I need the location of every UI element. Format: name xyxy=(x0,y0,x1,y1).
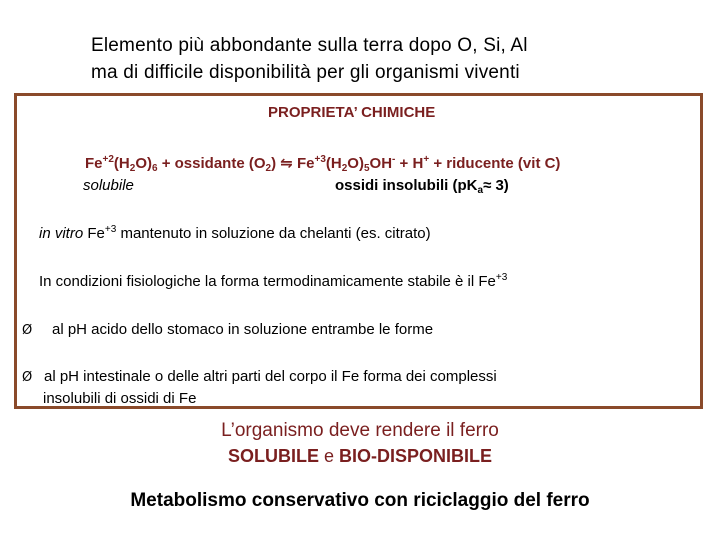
equilibrium-arrow-icon: ⇋ xyxy=(280,155,293,172)
redox-equation: $Fe^{+2}(H_2O)_6$ + ossidante $(O_2)$ ⇋ $Fe^{+3}(H_2O)_5OH^- + H^+$ + riducente (vit C) xyxy=(85,154,561,174)
bullet-item-intestine-continued: insolubili di ossidi di Fe xyxy=(43,390,197,407)
title-line-2: ma di difficile disponibilità per gli organismi viventi xyxy=(91,62,520,83)
final-statement: Metabolismo conservativo con riciclaggio del ferro xyxy=(130,490,590,511)
soluble-label: solubile xyxy=(83,177,134,194)
bullet-item-stomach: Ø al pH acido dello stomaco in soluzione entrambe le forme xyxy=(22,321,434,338)
bullet-item-intestine: Ø al pH intestinale o delle altri parti del corpo il Fe forma dei complessi xyxy=(22,368,497,385)
arrow-bullet-icon: Ø xyxy=(22,370,33,385)
chemical-properties-box xyxy=(14,93,703,409)
section-header: PROPRIETA’ CHIMICHE xyxy=(268,104,436,121)
physiological-note: In condizioni fisiologiche la forma termodinamicamente stabile è il $Fe^{+3}$ xyxy=(39,272,508,290)
arrow-bullet-icon: Ø xyxy=(22,323,33,338)
in-vitro-note: in vitro $Fe^{+3}$ mantenuto in soluzione da chelanti (es. citrato) xyxy=(39,224,431,242)
conclusion-line-1: L’organismo deve rendere il ferro xyxy=(221,420,499,441)
conclusion-line-2: SOLUBILE e BIO-DISPONIBILE xyxy=(227,446,493,466)
insoluble-oxides-label: ossidi insolubili $(pK_a\approx 3)$ xyxy=(335,177,509,196)
title-line-1: Elemento più abbondante sulla terra dopo O, Si, Al xyxy=(91,35,528,56)
